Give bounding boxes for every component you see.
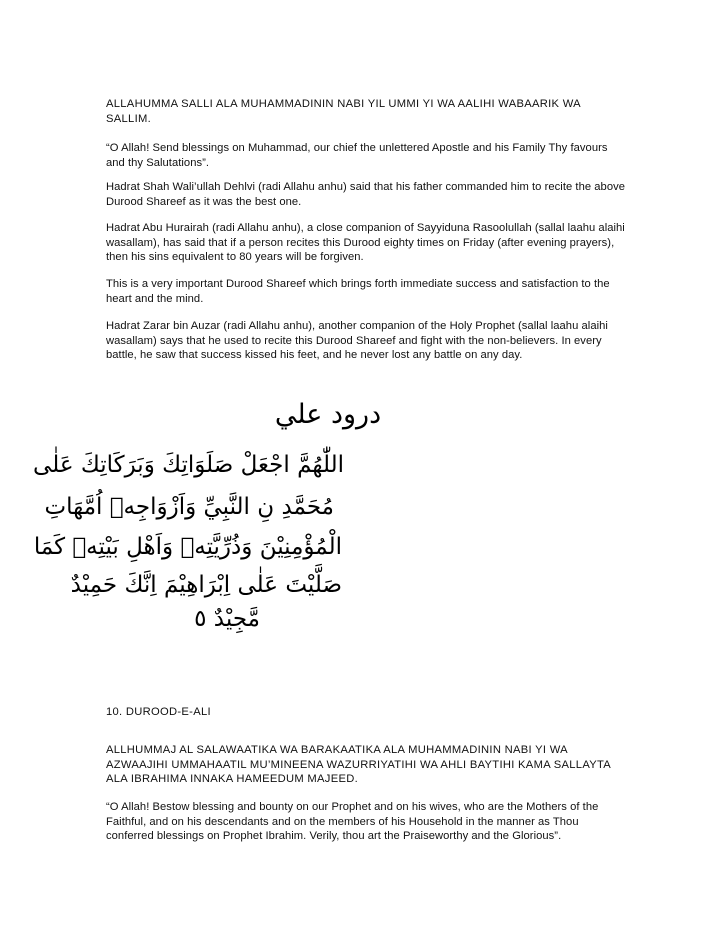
section-transliteration-paragraph: ALLHUMMAJ AL SALAWAATIKA WA BARAKAATIKA ALA MUHAMMADININ NABI YI WA AZWAAJIHI UMMAHAATIL MU’MINEENA WAZURRIYATIHI WA AHLI BAYTIHI KAMA SALLAYTA ALA IBRAHIMA INNAKA HAMEEDUM MAJEED.	[106, 744, 611, 786]
arabic-line-2: مُحَمَّدِ نِ النَّبِيِّ وَاَزْوَاجِهٖ اُمَّهَاتِ	[44, 494, 334, 520]
arabic-line-3: الْمُؤْمِنِيْنَ وَذُرِّيَّتِهٖ وَاَهْلِ بَيْتِهٖ كَمَا	[33, 534, 342, 560]
narration-paragraph-shah-waliullah: Hadrat Shah Wali’ullah Dehlvi (radi Allahu anhu) said that his father commanded him to recite the above Durood Shareef as it was the best one.	[106, 181, 626, 208]
narration-paragraph-zarar: Hadrat Zarar bin Auzar (radi Allahu anhu), another companion of the Holy Prophet (sallal laahu alaihi wasallam) says that he used to recite this Durood Shareef and fight with the non-believers. In every battle, he saw that success kissed his feet, and he never lost any battle on any day.	[106, 320, 608, 362]
importance-paragraph: This is a very important Durood Shareef which brings forth immediate success and satisfaction to the heart and the mind.	[106, 278, 610, 305]
transliteration-paragraph: ALLAHUMMA SALLI ALA MUHAMMADININ NABI YIL UMMI YI WA AALIHI WABAARIK WA SALLIM.	[106, 98, 581, 125]
section-translation-paragraph: “O Allah! Bestow blessing and bounty on our Prophet and on his wives, who are the Mothers of the Faithful, and on his descendants and on the members of his Household in the manner as Thou conferred blessings on Prophet Ibrahim. Verily, thou art the Praiseworthy and the Glorious”.	[106, 801, 599, 843]
arabic-line-5: مَّجِيْدٌ ٥	[194, 606, 260, 632]
translation-paragraph: “O Allah! Send blessings on Muhammad, our chief the unlettered Apostle and his Family Thy favours and thy Salutations”.	[106, 142, 608, 169]
section-heading: 10. DUROOD-E-ALI	[106, 706, 211, 718]
arabic-line-1: اللّٰهُمَّ اجْعَلْ صَلَوَاتِكَ وَبَرَكَاتِكَ عَلٰى	[33, 452, 344, 478]
arabic-title: درود علي	[274, 399, 382, 430]
narration-paragraph-abu-hurairah: Hadrat Abu Hurairah (radi Allahu anhu), a close companion of Sayyiduna Rasoolullah (sallal laahu alaihi wasallam), has said that if a person recites this Durood eighty times on Friday (after evening prayers), then his sins equivalent to 80 years will be forgiven.	[106, 222, 625, 264]
arabic-line-4: صَلَّيْتَ عَلٰى اِبْرَاهِيْمَ اِنَّكَ حَمِيْدٌ	[70, 572, 342, 598]
